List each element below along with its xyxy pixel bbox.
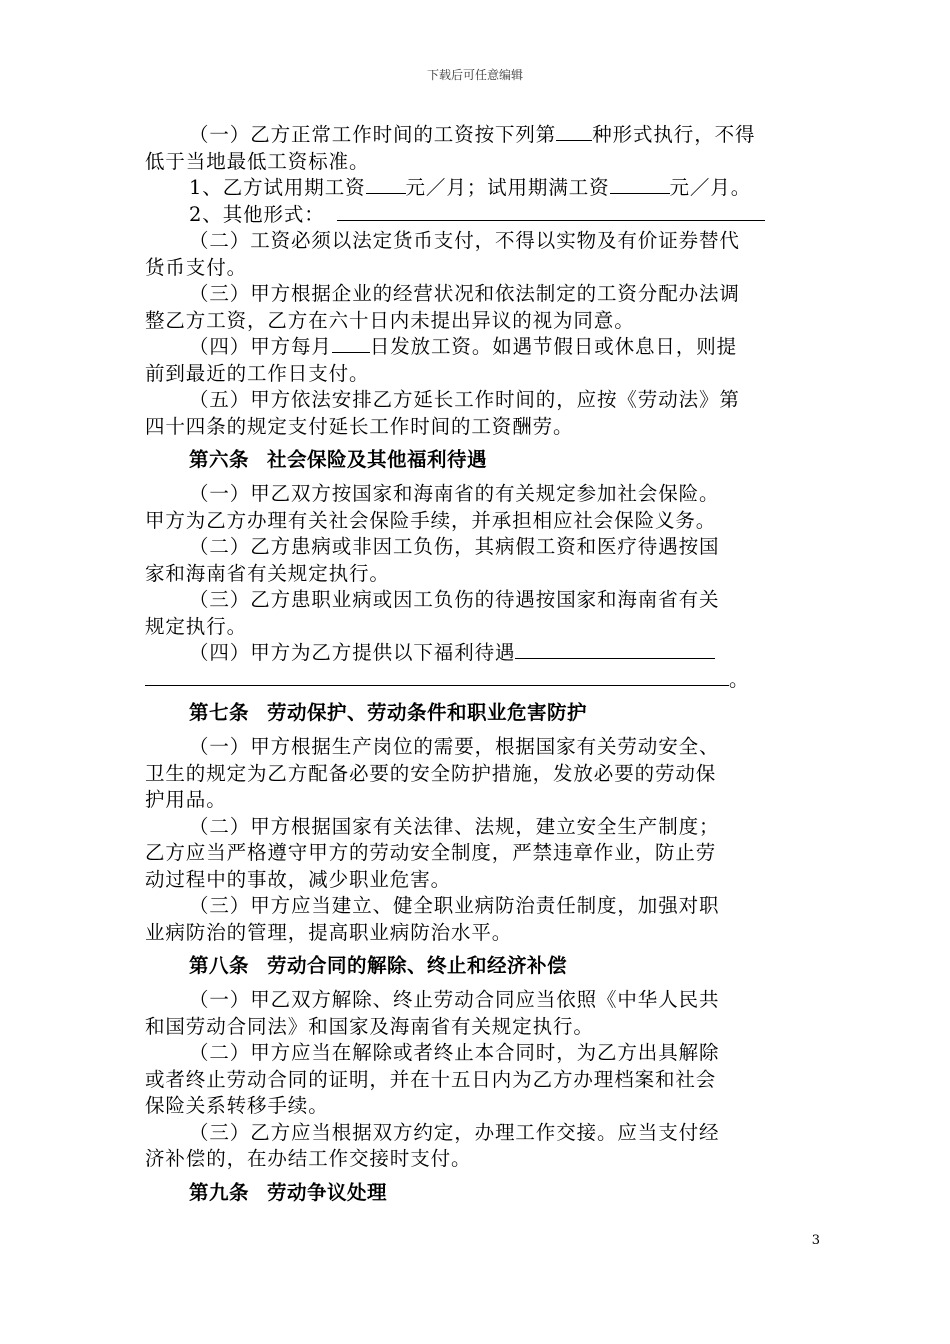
article-8-clause-3-line-2: 济补偿的，在办结工作交接时支付。 [145, 1147, 472, 1170]
article-8-clause-2-line-2: 或者终止劳动合同的证明，并在十五日内为乙方办理档案和社会 [145, 1067, 717, 1091]
page-number: 3 [811, 1233, 820, 1248]
regular-wage-blank [610, 175, 670, 194]
article-6-clause-3-line-1: （三）乙方患职业病或因工负伤的待遇按国家和海南省有关 [189, 588, 720, 611]
wage-clause-5-line-2: 四十四条的规定支付延长工作时间的工资酬劳。 [145, 414, 574, 438]
wage-clause-4-line-2: 前到最近的工作日支付。 [145, 361, 370, 385]
wage-clause-1-line-2: 低于当地最低工资标准。 [145, 149, 370, 173]
article-9-heading: 第九条 劳动争议处理 [189, 1180, 388, 1204]
article-7-clause-2-line-1: （二）甲方根据国家有关法律、法规，建立安全生产制度； [189, 814, 720, 838]
article-8-clause-3-line-1: （三）乙方应当根据双方约定，办理工作交接。应当支付经 [189, 1120, 720, 1144]
article-7-clause-3-line-1: （三）甲方应当建立、健全职业病防治责任制度，加强对职 [189, 894, 720, 917]
article-6-clause-2-line-1: （二）乙方患病或非因工负伤，其病假工资和医疗待遇按国 [189, 535, 720, 558]
article-6-clause-4-line-2: 。 [145, 667, 805, 694]
article-8-clause-2-line-1: （二）甲方应当在解除或者终止本合同时，为乙方出具解除 [189, 1041, 720, 1064]
article-6-clause-4-line-1: （四）甲方为乙方提供以下福利待遇 [145, 640, 805, 667]
wage-clause-5-line-1: （五）甲方依法安排乙方延长工作时间的，应按《劳动法》第 [189, 388, 740, 411]
article-6-heading: 第六条 社会保险及其他福利待遇 [189, 448, 488, 471]
wage-clause-2-line-2: 货币支付。 [145, 255, 248, 279]
other-form-blank [337, 202, 765, 221]
article-7-clause-1-line-3: 护用品。 [145, 788, 227, 811]
wage-item-1: 1、乙方试用期工资 元／月；试用期满工资 元／月。 [189, 176, 752, 199]
article-8-clause-2-line-3: 保险关系转移手续。 [145, 1094, 329, 1117]
wage-form-blank [556, 122, 592, 141]
wage-clause-2-line-1: （二）工资必须以法定货币支付，不得以实物及有价证券替代 [189, 229, 740, 252]
article-7-clause-3-line-2: 业病防治的管理，提高职业病防治水平。 [145, 920, 513, 944]
wage-clause-1-line-1: （一）乙方正常工作时间的工资按下列第 种形式执行，不得 [189, 123, 756, 146]
article-7-heading: 第七条 劳动保护、劳动条件和职业危害防护 [189, 701, 588, 724]
wage-item-2: 2、其他形式： [145, 202, 805, 229]
article-8-clause-1-line-2: 和国劳动合同法》和国家及海南省有关规定执行。 [145, 1014, 594, 1038]
article-7-clause-1-line-1: （一）甲方根据生产岗位的需要，根据国家有关劳动安全、 [189, 735, 720, 758]
article-8-heading: 第八条 劳动合同的解除、终止和经济补偿 [189, 954, 568, 977]
welfare-blank-1 [515, 640, 715, 659]
welfare-blank-2 [145, 667, 729, 686]
wage-clause-4-line-1: （四）甲方每月 日发放工资。如遇节假日或休息日，则提 [189, 335, 738, 358]
page-header: 下载后可任意编辑 [426, 68, 523, 82]
article-7-clause-2-line-3: 动过程中的事故，减少职业危害。 [145, 867, 452, 891]
wage-clause-3-line-2: 整乙方工资，乙方在六十日内未提出异议的视为同意。 [145, 308, 635, 332]
article-6-clause-1-line-1: （一）甲乙双方按国家和海南省的有关规定参加社会保险。 [189, 482, 720, 505]
wage-clause-3-line-1: （三）甲方根据企业的经营状况和依法制定的工资分配办法调 [189, 282, 740, 305]
article-6-clause-2-line-2: 家和海南省有关规定执行。 [145, 561, 390, 585]
pay-day-blank [332, 334, 370, 353]
article-7-clause-2-line-2: 乙方应当严格遵守甲方的劳动安全制度，严禁违章作业，防止劳 [145, 841, 717, 864]
probation-wage-blank [366, 175, 406, 194]
article-6-clause-1-line-2: 甲方为乙方办理有关社会保险手续，并承担相应社会保险义务。 [145, 508, 717, 532]
document-body [145, 122, 805, 1214]
article-8-clause-1-line-1: （一）甲乙双方解除、终止劳动合同应当依照《中华人民共 [189, 988, 720, 1011]
article-7-clause-1-line-2: 卫生的规定为乙方配备必要的安全防护措施，发放必要的劳动保 [145, 761, 717, 785]
article-6-clause-3-line-2: 规定执行。 [145, 614, 248, 638]
